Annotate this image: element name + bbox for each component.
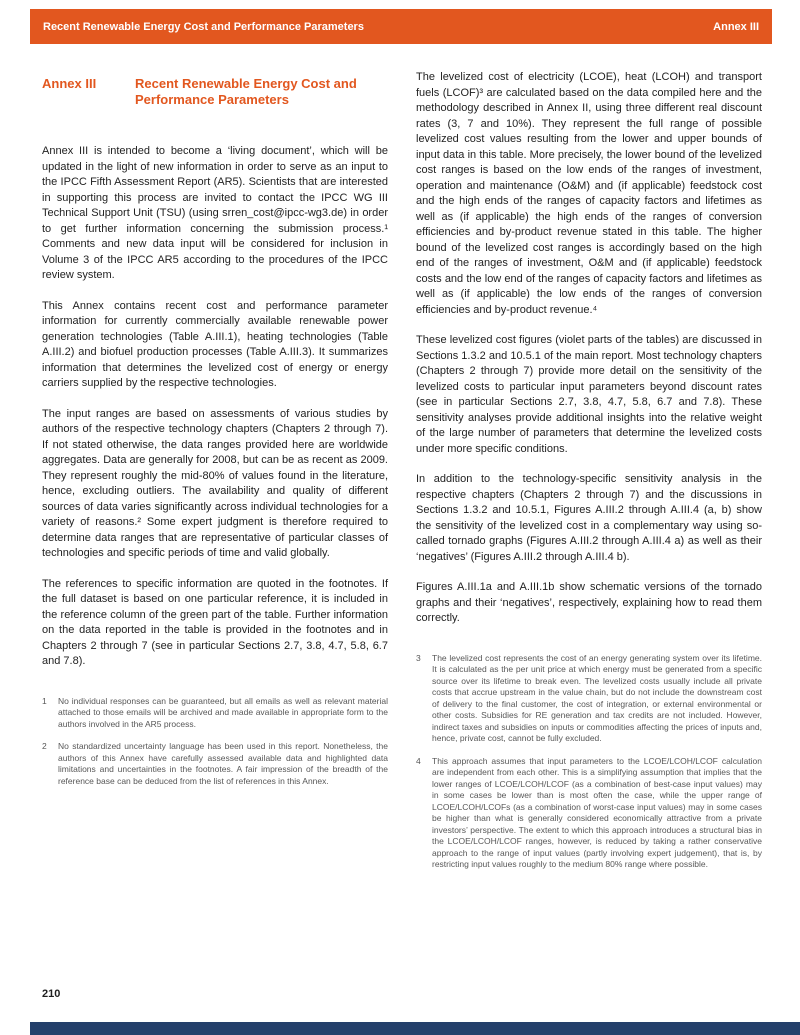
footnote xyxy=(42,696,388,731)
right-column xyxy=(416,70,762,882)
footnote-text: No individual responses can be guaranteed, but all emails as well as relevant material attached to those emails will be archived and made available in appropriate form to the authors involved in the AR5 process. xyxy=(58,695,388,729)
footnote-number: 3 xyxy=(416,652,421,663)
two-column-body xyxy=(42,70,762,882)
page-footer-bar xyxy=(30,1022,800,1035)
header-annex-label: Annex III xyxy=(713,20,759,33)
header-running-title: Recent Renewable Energy Cost and Performance Parameters xyxy=(43,20,364,33)
footnote xyxy=(416,756,762,871)
paragraph: The levelized cost of electricity (LCOE), heat (LCOH) and transport fuels (LCOF)³ are calculated based on the data compiled here and the methodology described in Annex II, using three different real discount rates (3, 7 and 10%). They represent the full range of possible levelized cost values resulting from the lower and upper bounds of input data in this table. More precisely, the lower bound of the levelized cost ranges is based on the low ends of the ranges of investment, operation and maintenance (O&M) and (if applicable) feedstock cost and the high ends of the ranges of capacity factors and lifetimes as well as (if applicable) the high ends of the ranges of conversion efficiencies and by-product revenue stated in this table. The higher bound of the levelized cost ranges is accordingly based on the high end of the ranges of investment, O&M and (if applicable) feedstock costs and the low end of the ranges of capacity factors and lifetimes as well as (if applicable) the low ends of the ranges of conversion efficiencies and by-product revenue.⁴ xyxy=(416,71,762,316)
footnote-text: This approach assumes that input parameters to the LCOE/LCOH/LCOF calculation are independent from each other. This is a simplifying assumption that implies that the lower ranges of LCOE/LCOH/LCOF (as a combination of best-case input values) may in some cases be lower than is most often the case, while the upper range of LCOE/LCOH/LCOFs (as a combination of worst-case input values) may in some cases be higher than what is generally considered economically attractive from a private investors’ perspective. The extent to which this approach introduces a structural bias in the LCOE/LCOH/LCOF ranges, however, is reduced by taking a rather conservative approach to the range of input values (partly involving expert judgement), that is, by restricting input values roughly to the medium 80% range where possible. xyxy=(432,755,762,869)
paragraph: These levelized cost figures (violet parts of the tables) are discussed in Sections 1.3.2 and 10.5.1 of the main report. Most technology chapters (Chapters 2 through 7) provide more detail on the sensitivity of the levelized costs to particular input parameters beyond discount rates (see in particular Sections 2.7, 3.8, 4.7, 5.8, 6.7 and 7.8). These sensitivity analyses provide additional insights into the relative weight of the large number of parameters that determine the levelized costs under more specific conditions. xyxy=(416,334,762,455)
footnote xyxy=(42,741,388,787)
paragraph: The input ranges are based on assessments of various studies by authors of the respective technology chapters (Chapters 2 through 7). If not stated otherwise, the data ranges provided here are worldwide aggregates. Data are generally for 2008, but can be as recent as 2009. They represent roughly the mid-80% of values found in the literature, hence, excluding outliers. The availability and quality of different sources of data varies significantly across individual technologies for a variety of reasons.² Some expert judgment is therefore required to determine data ranges that are representative of particular classes of technologies and specific periods of time and valid globally. xyxy=(42,407,388,559)
footnote-number: 4 xyxy=(416,755,421,766)
footnote-text: The levelized cost represents the cost of an energy generating system over its lifetime. It is calculated as the per unit price at which energy must be generated from a specific source over its lifetime to break even. The levelized costs usually include all private costs that accrue upstream in the value chain, but do not include the downstream cost of delivery to the final customer, the cost of integration, or external environmental or other costs. Subsidies for RE generation and tax credits are not included. However, indirect taxes and subsidies on inputs or commodities affecting the prices of inputs and, hence, private cost, cannot be fully excluded. xyxy=(432,652,762,743)
footnote-text: No standardized uncertainty language has been used in this report. Nonetheless, the authors of this Annex have carefully assessed available data and highlighted data limitations and uncertainties in the footnotes. A fair impression of the breadth of the reference base can be deduced from the list of references in this Annex. xyxy=(58,741,388,786)
annex-heading-label: Annex III xyxy=(42,76,97,91)
paragraph: This Annex contains recent cost and performance parameter information for currently commercially available renewable power generation technologies (Table A.III.1), heating technologies (Table A.III.2) and biofuel production processes (Table A.III.3). It summarizes information that determines the levelized cost of energy or energy carriers supplied by the respective technologies. xyxy=(42,299,388,389)
footnote-number: 2 xyxy=(42,741,47,751)
annex-heading xyxy=(42,76,388,108)
footnote xyxy=(416,653,762,745)
page-number: 210 xyxy=(42,988,61,1000)
paragraph: In addition to the technology-specific sensitivity analysis in the respective chapters (Chapters 2 through 7) and the discussions in Sections 1.3.2 and 10.5.1, Figures A.III.2 through A.III.4 (a, b) show the sensitivity of the levelized cost in a complementary way using so-called tornado graphs (Figures A.III.2 through A.III.4 a) as well as their ‘negatives’ (Figures A.III.2 through A.III.4 b). xyxy=(416,473,762,563)
footnote-number: 1 xyxy=(42,695,47,706)
page-header-bar xyxy=(30,9,772,44)
left-column xyxy=(42,70,388,882)
paragraph: Annex III is intended to become a ‘living document’, which will be updated in the light of new information in order to serve as an input to the IPCC Fifth Assessment Report (AR5). Scientists that are interested in supporting this process are invited to contact the IPCC WG III Technical Support Unit (TSU) (using srren_cost@ipcc-wg3.de) in order to get further information concerning the submission process.¹ Comments and new data input will be considered for inclusion in Volume 3 of the IPCC AR5 according to the procedures of the IPCC review system. xyxy=(42,145,388,281)
annex-heading-title: Recent Renewable Energy Cost and Performance Parameters xyxy=(135,76,357,107)
right-footnotes xyxy=(416,653,762,871)
left-footnotes xyxy=(42,696,388,788)
paragraph: The references to specific information are quoted in the footnotes. If the full dataset is based on one particular reference, it is included in the reference column of the green part of the table. Further information on the data reported in the table is provided in the footnotes and in Chapters 2 through 7 (see in particular Sections 2.7, 3.8, 4.7, 5.8, 6.7 and 7.8). xyxy=(42,577,388,667)
paragraph: Figures A.III.1a and A.III.1b show schematic versions of the tornado graphs and their ‘negatives’, respectively, explaining how to read them correctly. xyxy=(416,581,762,624)
